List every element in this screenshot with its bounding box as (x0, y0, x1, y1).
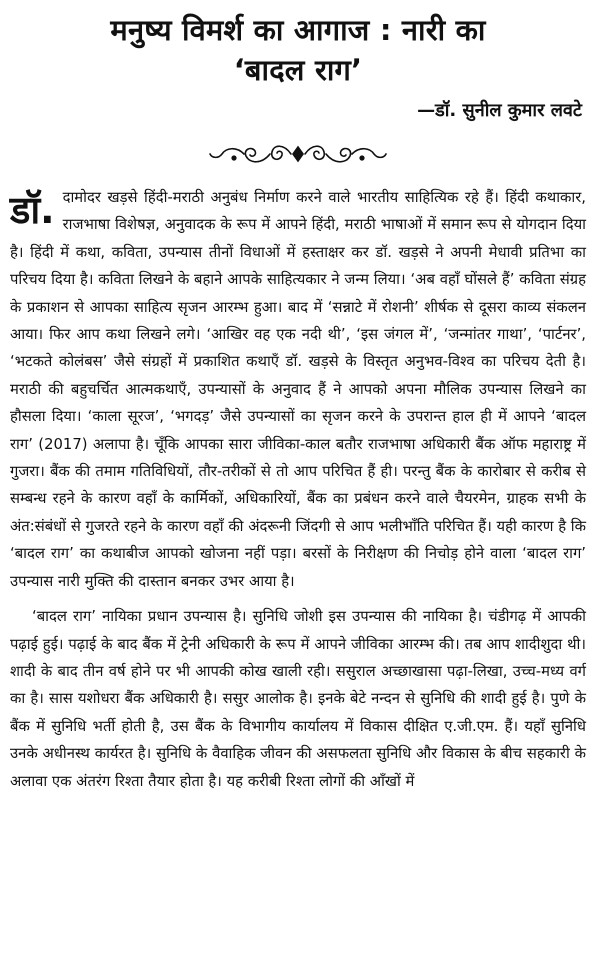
paragraph-2 (10, 603, 586, 795)
article-body (10, 184, 586, 795)
article-title-line-1: मनुष्य विमर्श का आगाज : नारी का (110, 13, 486, 47)
paragraph-2-text: ‘बादल राग’ नायिका प्रधान उपन्यास है। सुनिधि जोशी इस उपन्यास की नायिका है। चंडीगढ़ में आपकी पढ़ाई हुई। पढ़ाई के बाद बैंक में ट्रेनी अधिकारी के रूप में आपने जीविका आरम्भ की। तब आप शादीशुदा थी। शादी के बाद तीन वर्ष होने पर भी आपकी कोख खाली रही। ससुराल अच्छाखासा पढ़ा-लिखा, उच्च-मध्य वर्ग का है। सास यशोधरा बैंक अधिकारी है। ससुर आलोक है। इनके बेटे नन्दन से सुनिधि की शादी हुई है। पुणे के बैंक में सुनिधि भर्ती होती है, उस बैंक के विभागीय कार्यालय में विकास दीक्षित ए.जी.एम. हैं। यहाँ सुनिधि उनके अधीनस्थ कार्यरत है। सुनिधि के वैवाहिक जीवन की असफलता सुनिधि और विकास के बीच सहकारी के अलावा एक अंतरंग रिश्ता तैयार होता है। यह करीबी रिश्ता लोगों की आँखों में (10, 608, 587, 790)
drop-cap: डॉ. (10, 188, 55, 232)
paragraph-1 (10, 184, 586, 595)
author-byline: —डॉ. सुनील कुमार लवटे (417, 100, 582, 121)
article-title-line-2: ‘बादल राग’ (233, 53, 363, 87)
flourish-ornament-icon (208, 138, 388, 170)
article-title (10, 10, 586, 90)
paragraph-1-text: दामोदर खड़से हिंदी-मराठी अनुबंध निर्माण करने वाले भारतीय साहित्यिक रहे हैं। हिंदी कथाकार, राजभाषा विशेषज्ञ, अनुवादक के रूप में आपने हिंदी, मराठी भाषाओं में समान रूप से योगदान दिया है। हिंदी में कथा, कविता, उपन्यास तीनों विधाओं में हस्ताक्षर कर डॉ. खड़से ने अपनी मेधावी प्रतिभा का परिचय दिया है। कविता लिखने के बहाने आपके साहित्यकार ने जन्म लिया। ‘अब वहाँ घोंसले हैं’ कविता संग्रह के प्रकाशन से आपका साहित्य सृजन आरम्भ हुआ। बाद में ‘सन्नाटे में रोशनी’ शीर्षक से दूसरा काव्य संकलन आया। फिर आप कथा लिखने लगे। ‘आखिर वह एक नदी थी’, ‘इस जंगल में’, ‘जन्मांतर गाथा’, ‘पार्टनर’, ‘भटकते कोलंबस’ जैसे संग्रहों में प्रकाशित कथाएँ डॉ. खड़से के विस्तृत अनुभव-विश्व का परिचय देती है। मराठी की बहुचर्चित आत्मकथाएँ, उपन्यासों के अनुवाद हैं ने आपको अपना मौलिक उपन्यास लिखने का हौसला दिया। ‘काला सूरज’, ‘भगदड़’ जैसे उपन्यासों का सृजन करने के उपरान्त हाल ही में आपने ‘बादल राग’ (2017) अलापा है। चूँकि आपका सारा जीविका-काल बतौर राजभाषा अधिकारी बैंक ऑफ महाराष्ट्र में गुजरा। बैंक की तमाम गतिविधियों, तौर-तरीकों से तो आप परिचित हैं ही। परन्तु बैंक के कारोबार से करीब से सम्बन्ध रहने के कारण वहाँ के कार्मिकों, अधिकारियों, बैंक का प्रबंधन करने वाले चैयरमेन, ग्राहक सभी के अंत:संबंधों से गुजरते रहने के कारण वहाँ की अंदरूनी जिंदगी से आप भलीभाँति परिचित हैं। यही कारण है कि ‘बादल राग’ का कथाबीज आपको खोजना नहीं पड़ा। बरसों के निरीक्षण की निचोड़ होने वाला ‘बादल राग’ उपन्यास नारी मुक्ति की दास्तान बनकर उभर आया है। (10, 189, 586, 590)
